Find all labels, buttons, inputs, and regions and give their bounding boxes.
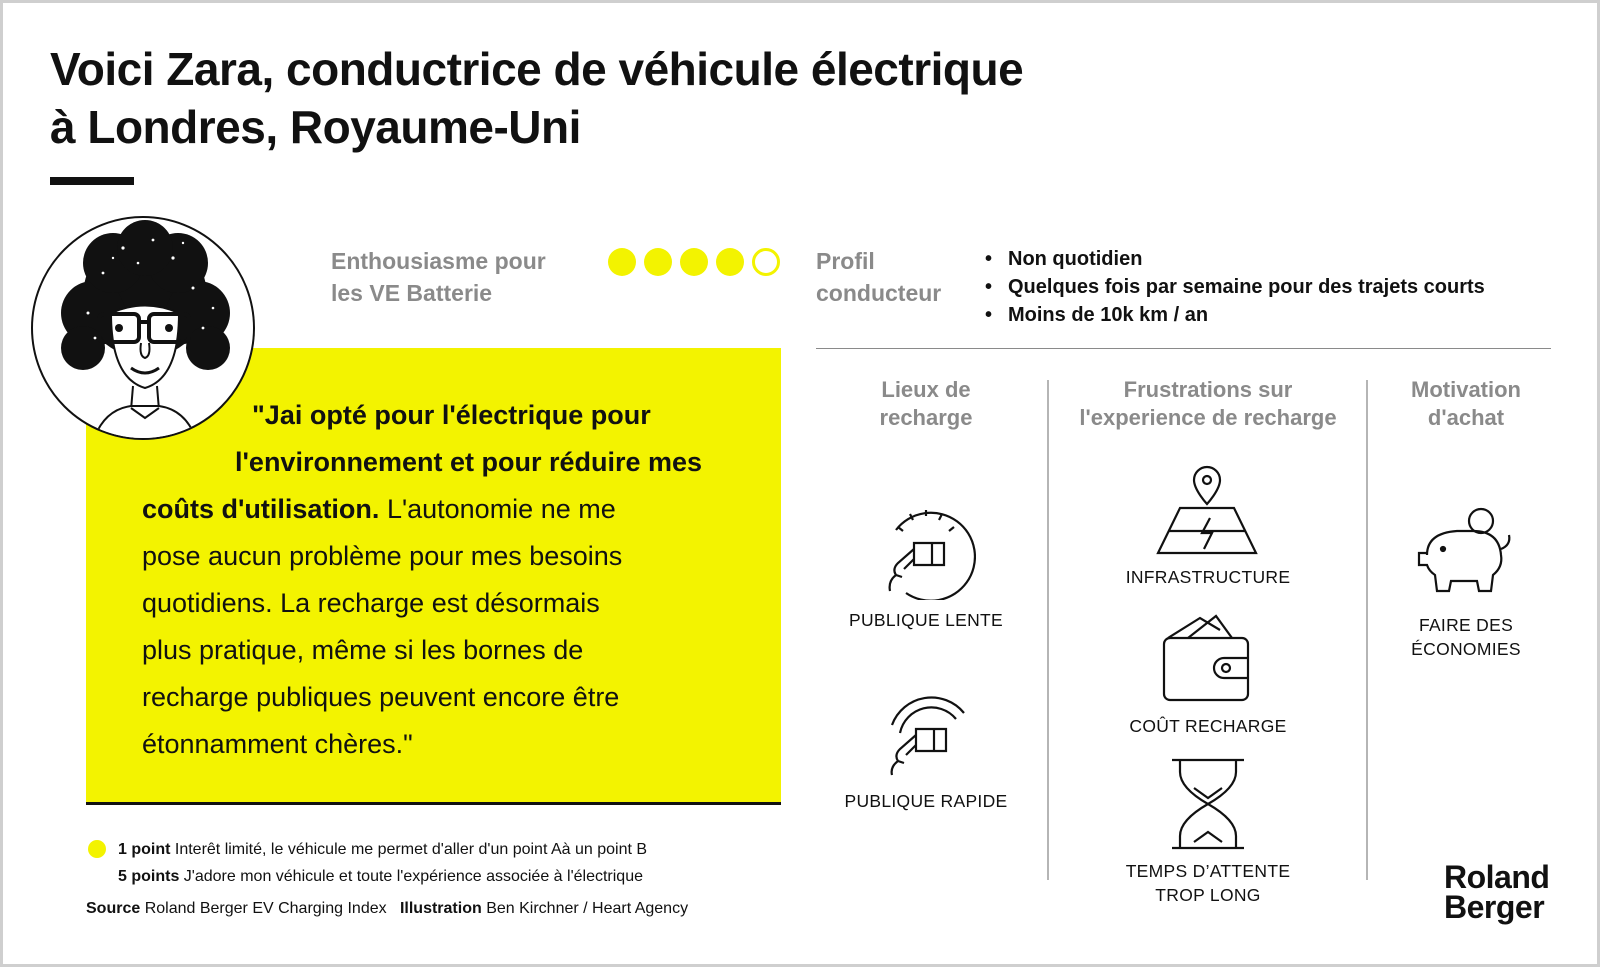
label-faire-economies: [1380, 613, 1552, 661]
col-head-motivation: [1380, 376, 1552, 432]
rating-dot-filled: [716, 248, 744, 276]
col-head-lieux-line-2: recharge: [879, 405, 973, 430]
col-head-frustrations-line-2: l'experience de recharge: [1079, 405, 1337, 430]
label-infrastructure: INFRASTRUCTURE: [1125, 567, 1291, 587]
profil-label: [816, 245, 966, 309]
rating-dot-empty: [752, 248, 780, 276]
column-divider-1: [1047, 380, 1049, 880]
illustration-text: Ben Kirchner / Heart Agency: [481, 900, 689, 917]
profil-item: • Moins de 10k km / an: [985, 301, 1485, 329]
quote-line-7: recharge publiques peuvent encore être: [142, 682, 620, 712]
roland-berger-logo: [1444, 859, 1550, 925]
section-divider: [816, 348, 1551, 349]
column-divider-2: [1366, 380, 1368, 880]
enthusiasm-label-line-2: les VE Batterie: [331, 280, 493, 306]
quote-line-5: quotidiens. La recharge est désormais: [142, 588, 600, 618]
label-faire-economies-line-1: FAIRE DES: [1418, 615, 1514, 635]
source-text: Roland Berger EV Charging Index: [140, 900, 387, 917]
profil-label-line-2: conducteur: [816, 280, 942, 306]
quote-line-2: l'environnement et pour réduire mes: [235, 447, 703, 477]
legend-row-5: [88, 863, 647, 890]
quote-line-6: plus pratique, même si les bornes de: [142, 635, 584, 665]
map-pin-lightning-icon: [1152, 463, 1262, 563]
quote-line-4: pose aucun problème pour mes besoins: [142, 541, 623, 571]
col-head-lieux: [836, 376, 1016, 432]
quote-line-3-rest: L'autonomie ne me: [379, 494, 616, 524]
zara-quote: [142, 392, 762, 768]
label-temps-attente: [1080, 859, 1336, 907]
title-line-2: à Londres, Royaume-Uni: [50, 101, 581, 153]
enthusiasm-label-line-1: Enthousiasme pour: [331, 248, 546, 274]
quote-line-8: étonnamment chères.": [142, 729, 413, 759]
hourglass-icon: [1170, 758, 1246, 855]
legend-p1-text: Interêt limité, le véhicule me permet d'aller d'un point Aà un point B: [170, 841, 648, 858]
rating-dot-filled: [644, 248, 672, 276]
source-label: Source: [86, 900, 141, 917]
piggy-bank-icon: [1413, 505, 1513, 602]
label-faire-economies-line-2: ÉCONOMIES: [1411, 639, 1521, 659]
legend-p5-text: J'adore mon véhicule et toute l'expérience associée à l'électrique: [179, 868, 643, 885]
wallet-icon: [1160, 610, 1255, 710]
profil-label-line-1: Profil: [816, 248, 875, 274]
profil-item: • Non quotidien: [985, 245, 1485, 273]
legend-row-1: [88, 836, 647, 863]
rating-dot-filled: [680, 248, 708, 276]
label-temps-attente-line-2: TROP LONG: [1155, 885, 1261, 905]
fast-charger-icon: [876, 685, 976, 785]
title-line-1: Voici Zara, conductrice de véhicule électrique: [50, 43, 1024, 95]
logo-line-2: Berger: [1444, 889, 1545, 925]
enthusiasm-label: [331, 245, 591, 309]
profil-list: [985, 245, 1485, 329]
legend-dot: [88, 840, 106, 858]
label-publique-rapide: PUBLIQUE RAPIDE: [844, 791, 1008, 811]
profil-item: • Quelques fois par semaine pour des trajets courts: [985, 273, 1485, 301]
col-head-motivation-line-1: Motivation: [1411, 377, 1521, 402]
illustration-label: Illustration: [399, 900, 482, 917]
page-title: [50, 40, 1170, 156]
col-head-motivation-line-2: d'achat: [1427, 405, 1505, 430]
legend-p1-bold: 1 point: [118, 841, 171, 858]
legend-p5-bold: 5 points: [118, 868, 180, 885]
rating-dot-filled: [608, 248, 636, 276]
quote-line-3-bold: coûts d'utilisation.: [142, 494, 380, 524]
col-head-lieux-line-1: Lieux de: [881, 377, 971, 402]
source-credits: [86, 900, 688, 918]
enthusiasm-rating: [608, 248, 780, 276]
label-cout-recharge: COÛT RECHARGE: [1129, 716, 1287, 736]
label-publique-lente: PUBLIQUE LENTE: [849, 610, 1003, 630]
quote-line-1: "Jai opté pour l'électrique pour: [252, 400, 651, 430]
col-head-frustrations: [1052, 376, 1364, 432]
title-underline: [50, 177, 134, 185]
col-head-frustrations-line-1: Frustrations sur: [1123, 377, 1293, 402]
logo-line-1: Roland: [1444, 859, 1550, 895]
rating-legend: [88, 836, 647, 890]
slow-charger-icon: [876, 505, 976, 605]
label-temps-attente-line-1: TEMPS D’ATTENTE: [1125, 861, 1291, 881]
